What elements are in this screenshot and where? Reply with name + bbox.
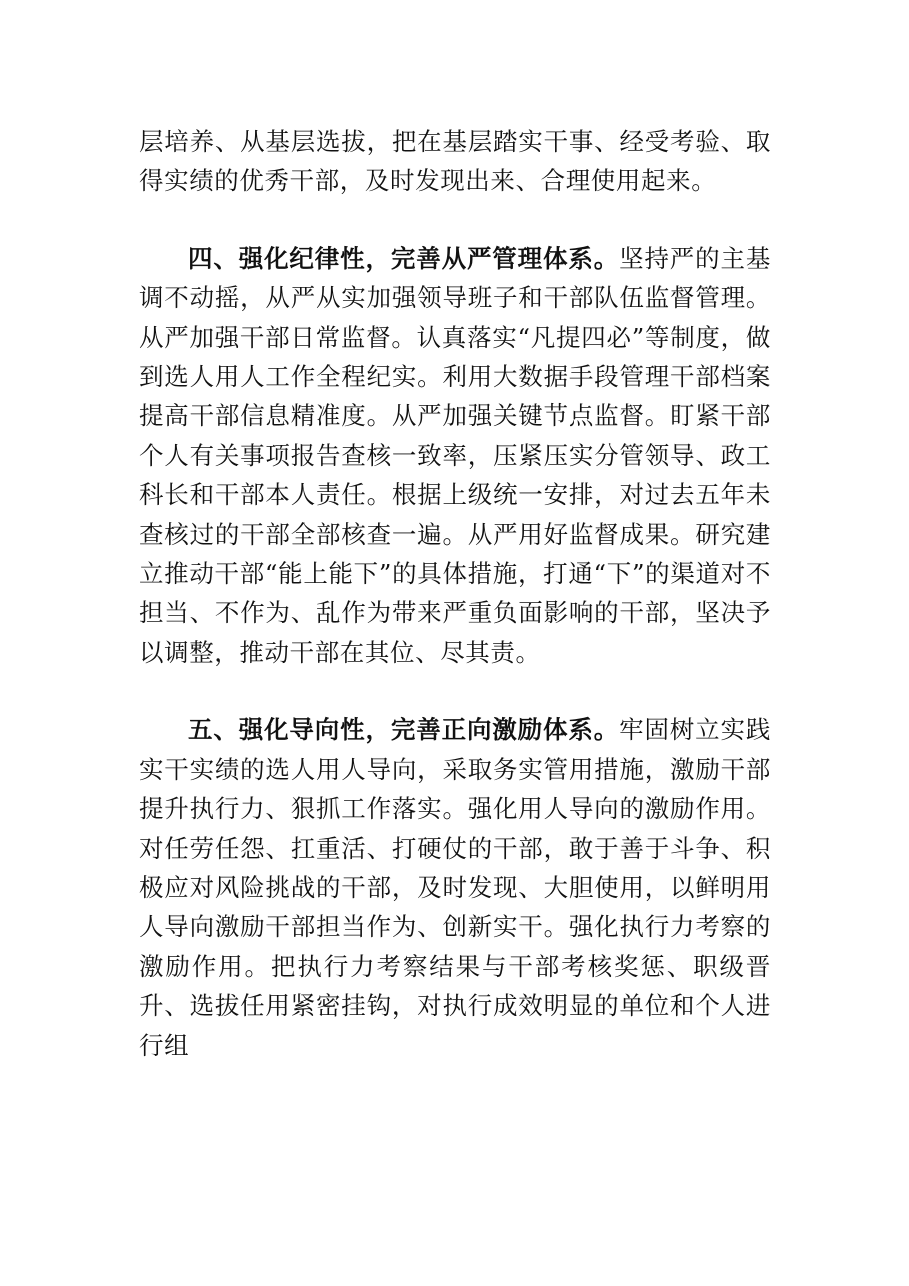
section-heading: 五、强化导向性，完善正向激励体系。: [188, 715, 620, 745]
paragraph-section-five: [139, 710, 771, 1065]
document-page: [139, 122, 771, 1065]
paragraph-text: 层培养、从基层选拔，把在基层踏实干事、经受考验、取得实绩的优秀干部，及时发现出来、合理使用起来。: [139, 127, 771, 196]
paragraph-continuation: [139, 122, 771, 201]
paragraph-section-four: [139, 239, 771, 672]
section-heading: 四、强化纪律性，完善从严管理体系。: [188, 243, 620, 273]
paragraph-text: 坚持严的主基调不动摇，从严从实加强领导班子和干部队伍监督管理。从严加强干部日常监督。认真落实“凡提四必”等制度，做到选人用人工作全程纪实。利用大数据手段管理干部档案提高干部信息精准度。从严加强关键节点监督。盯紧干部个人有关事项报告查核一致率，压紧压实分管领导、政工科长和干部本人责任。根据上级统一安排，对过去五年未查核过的干部全部核查一遍。从严用好监督成果。研究建立推动干部“能上能下”的具体措施，打通“下”的渠道对不担当、不作为、乱作为带来严重负面影响的干部，坚决予以调整，推动干部在其位、尽其责。: [139, 243, 771, 667]
paragraph-text: 牢固树立实践实干实绩的选人用人导向，采取务实管用措施，激励干部提升执行力、狠抓工作落实。强化用人导向的激励作用。对任劳任怨、扛重活、打硬仗的干部，敢于善于斗争、积极应对风险挑战的干部，及时发现、大胆使用，以鲜明用人导向激励干部担当作为、创新实干。强化执行力考察的激励作用。把执行力考察结果与干部考核奖惩、职级晋升、选拔任用紧密挂钩，对执行成效明显的单位和个人进行组: [139, 715, 771, 1060]
